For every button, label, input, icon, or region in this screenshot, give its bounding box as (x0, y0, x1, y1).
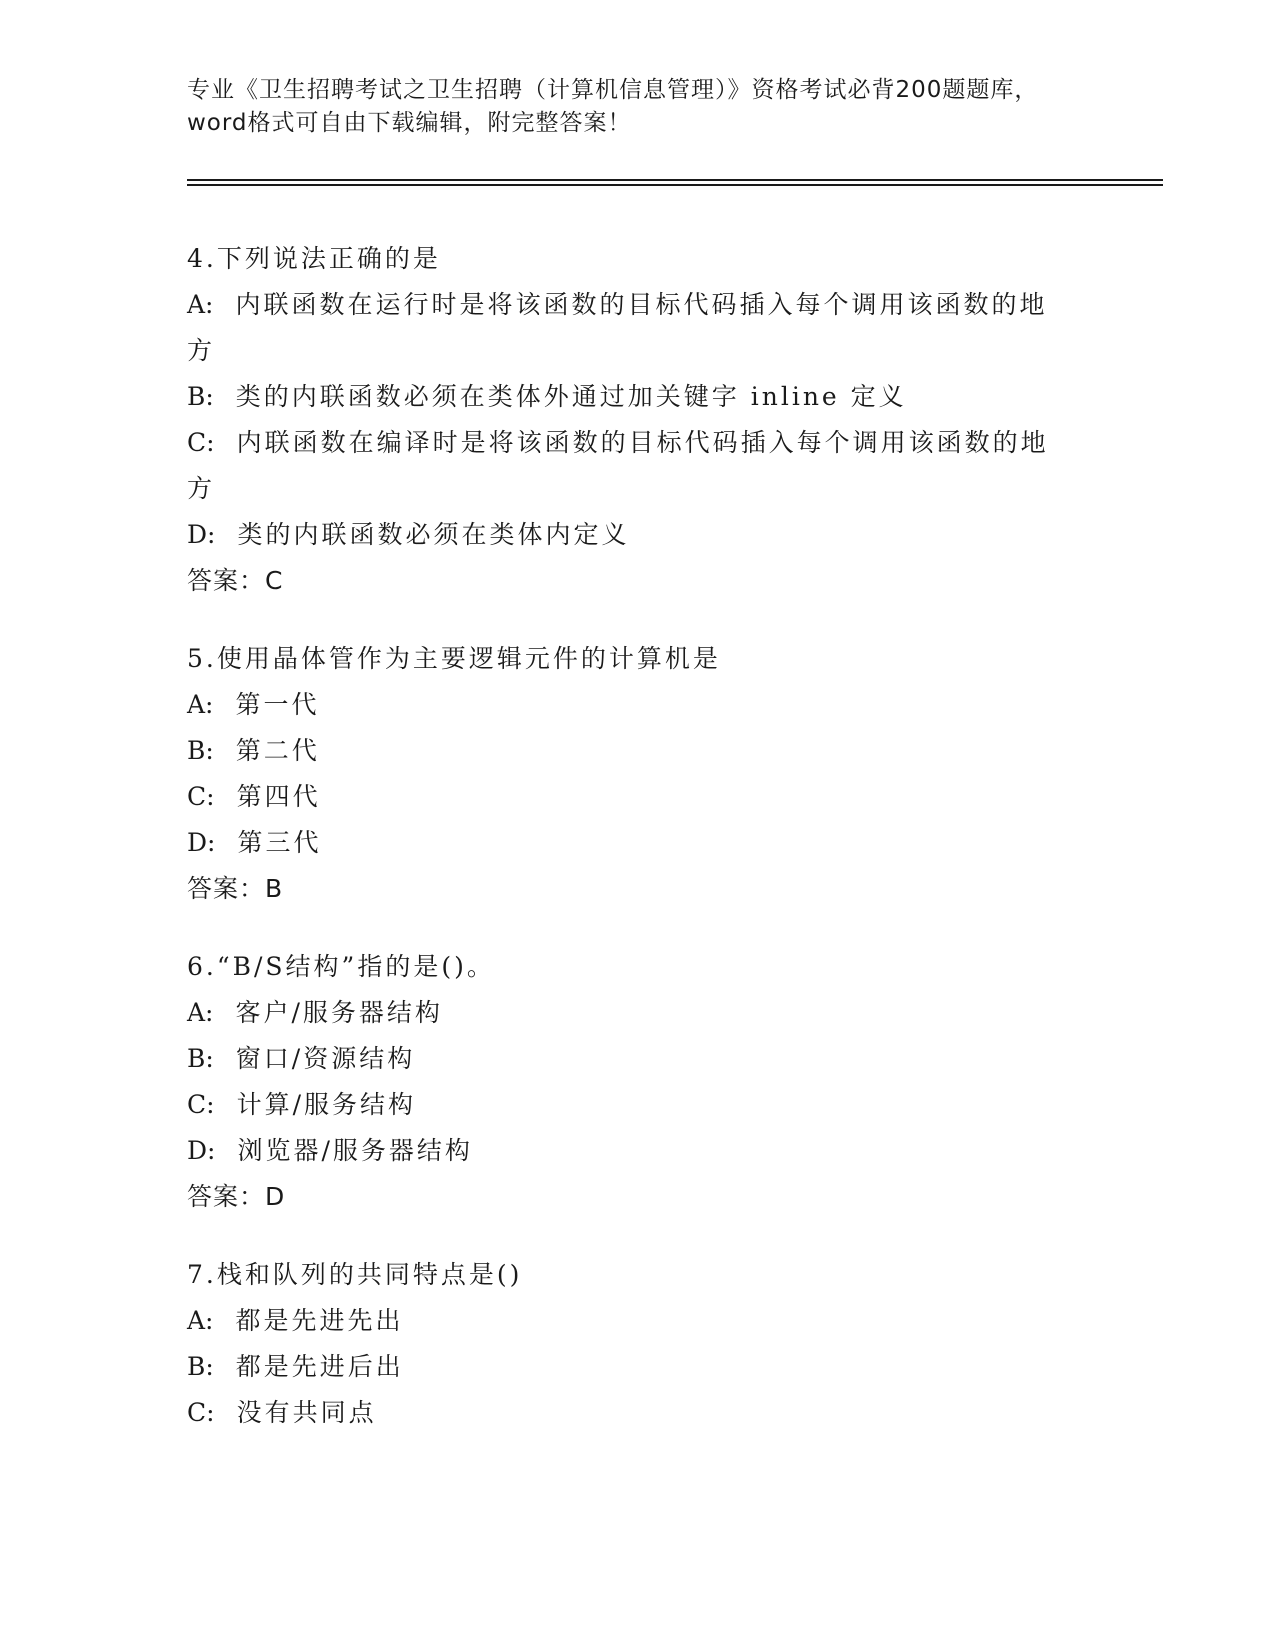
option-text: 第一代 (235, 690, 320, 719)
option-text: 客户/服务器结构 (235, 998, 443, 1027)
answer-option (187, 512, 1087, 558)
option-text: 都是先进后出 (235, 1352, 404, 1381)
option-text: 第三代 (237, 828, 322, 857)
answer-option (187, 1344, 1087, 1390)
option-text: 都是先进先出 (235, 1306, 404, 1335)
answer-option (187, 1298, 1087, 1344)
answer-option (187, 682, 1087, 728)
header-line-2: word格式可自由下载编辑，附完整答案！ (187, 110, 632, 136)
answer-option (187, 820, 1087, 866)
option-key: C: (187, 428, 215, 457)
answer-option (187, 774, 1087, 820)
answer-option (187, 374, 1087, 420)
option-text: 没有共同点 (236, 1398, 377, 1427)
answer-key: 答案：C (187, 566, 284, 595)
answer-option (187, 1390, 1087, 1436)
answer-key: 答案：B (187, 874, 284, 903)
answer-option (187, 1036, 1087, 1082)
header-line-1: 专业《卫生招聘考试之卫生招聘（计算机信息管理）》资格考试必背200题题库， (187, 77, 1039, 103)
option-key: C: (187, 1398, 215, 1427)
answer-option (187, 1128, 1087, 1174)
header-divider-top (187, 179, 1163, 181)
option-key: A: (187, 690, 214, 719)
document-header (187, 74, 1087, 140)
option-key: A: (187, 998, 214, 1027)
option-key: D: (187, 1136, 216, 1165)
option-text-continued: 方 (187, 336, 216, 365)
option-key: B: (187, 1044, 214, 1073)
question-block (187, 944, 1087, 1220)
question-block (187, 636, 1087, 912)
option-key: C: (187, 782, 215, 811)
answer-option (187, 420, 1087, 466)
option-key: B: (187, 1352, 214, 1381)
option-text: 计算/服务结构 (236, 1090, 416, 1119)
option-text: 第四代 (236, 782, 321, 811)
answer-key: 答案：D (187, 1182, 286, 1211)
answer-option (187, 1082, 1087, 1128)
option-text: 窗口/资源结构 (235, 1044, 416, 1073)
option-key: D: (187, 828, 216, 857)
question-list (187, 236, 1087, 1468)
answer-option (187, 728, 1087, 774)
option-key: B: (187, 382, 214, 411)
option-text: 类的内联函数必须在类体内定义 (237, 520, 630, 549)
question-stem: 7.栈和队列的共同特点是() (187, 1260, 523, 1289)
option-text-continued: 方 (187, 474, 216, 503)
option-key: D: (187, 520, 216, 549)
question-block (187, 236, 1087, 604)
option-text: 内联函数在编译时是将该函数的目标代码插入每个调用该函数的地 (236, 428, 1049, 457)
option-key: A: (187, 1306, 214, 1335)
question-stem: 4.下列说法正确的是 (187, 244, 441, 273)
header-divider-bottom (187, 184, 1163, 186)
option-key: B: (187, 736, 214, 765)
option-text: 浏览器/服务器结构 (237, 1136, 473, 1165)
question-stem: 6.“B/S结构”指的是()。 (187, 952, 495, 981)
option-key: C: (187, 1090, 215, 1119)
option-text: 内联函数在运行时是将该函数的目标代码插入每个调用该函数的地 (235, 290, 1048, 319)
question-block (187, 1252, 1087, 1436)
question-stem: 5.使用晶体管作为主要逻辑元件的计算机是 (187, 644, 721, 673)
answer-option (187, 282, 1087, 328)
option-text: 第二代 (235, 736, 320, 765)
answer-option (187, 990, 1087, 1036)
option-key: A: (187, 290, 214, 319)
option-text: 类的内联函数必须在类体外通过加关键字 inline 定义 (235, 382, 907, 411)
